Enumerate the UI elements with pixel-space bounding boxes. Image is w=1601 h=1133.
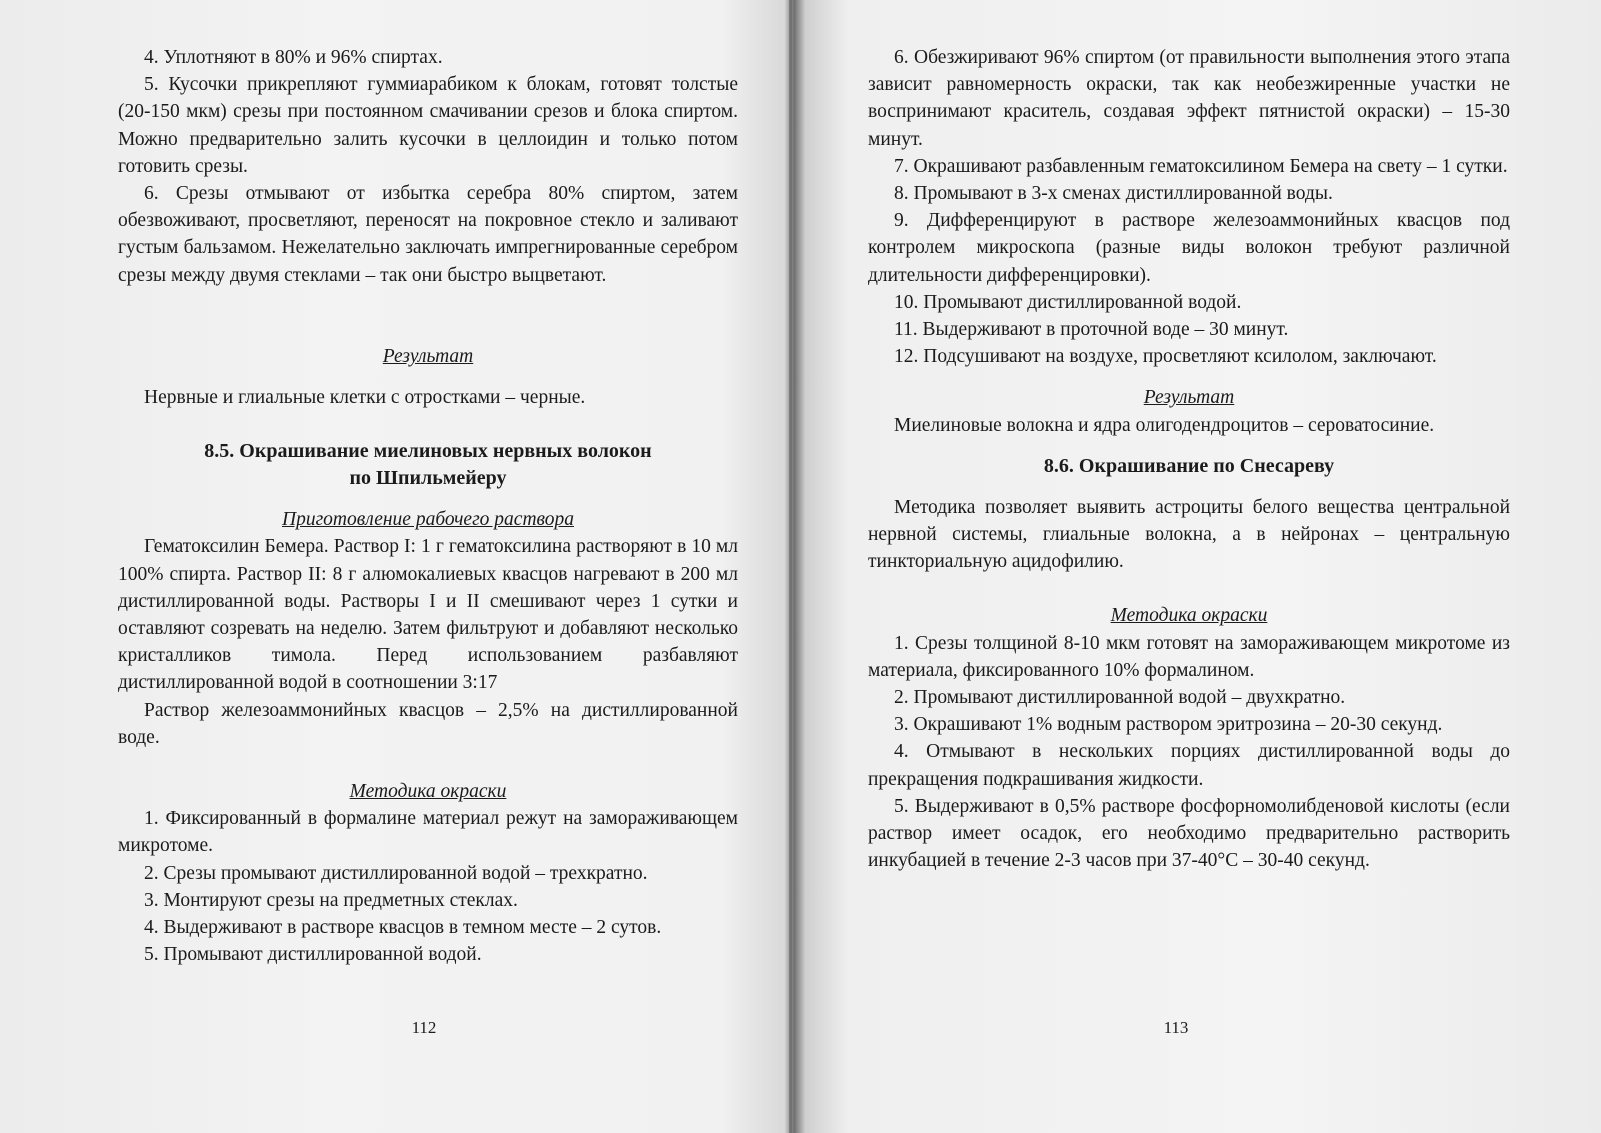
list-item: 9. Дифференцируют в растворе железоаммонийных квасцов под контролем микроскопа (разные виды волокон требуют различной длительности дифференцировки).: [868, 210, 1510, 286]
list-item: 4. Выдерживают в растворе квасцов в темном месте – 2 сутов.: [144, 917, 662, 939]
prep-heading: Приготовление рабочего раствора: [281, 509, 574, 531]
paragraph: 4. Уплотняют в 80% и 96% спиртах.: [144, 47, 443, 68]
paragraph: 6. Срезы отмывают от избытка серебра 80% спиртом, затем обезвоживают, просветляют, переносят на покровное стекло и заливают густым бальзамом. Нежелательно заключать импрегнированные серебром срезы между двумя стеклами – так они быстро выцветают.: [118, 183, 738, 286]
list-item: 5. Выдерживают в 0,5% растворе фосфорномолибденовой кислоты (если раствор имеет осадок, его необходимо предварительно растворить инкубацией в течение 2-3 часов при 37-40°С – 30-40 секунд.: [868, 795, 1510, 872]
section-heading: по Шпильмейеру: [349, 467, 507, 490]
section-heading: 8.5. Окрашивание миелиновых нервных волокон: [204, 440, 652, 463]
section-heading: 8.6. Окрашивание по Снесареву: [1043, 454, 1335, 477]
page-number: 113: [1163, 1018, 1189, 1037]
list-item: 12. Подсушивают на воздухе, просветляют ксилолом, заключают.: [894, 346, 1437, 368]
list-item: 5. Промывают дистиллированной водой.: [144, 944, 482, 966]
list-item: 2. Промывают дистиллированной водой – двухкратно.: [894, 687, 1346, 709]
result-text: Миелиновые волокна и ядра олигодендроцитов – сероватосиние.: [894, 414, 1435, 436]
list-item: 8. Промывают в 3-х сменах дистиллированной воды.: [894, 183, 1333, 205]
result-heading: Результат: [382, 345, 474, 367]
list-item: 4. Отмывают в нескольких порциях дистиллированной воды до прекращения подкрашивания жидкости.: [868, 741, 1510, 790]
list-item: 3. Окрашивают 1% водным раствором эритрозина – 20-30 секунд.: [894, 714, 1443, 736]
method-heading: Методика окраски: [1110, 605, 1268, 627]
method-heading: Методика окраски: [349, 781, 507, 803]
list-item: 6. Обезжиривают 96% спиртом (от правильности выполнения этого этапа зависит равномерность окраски, так как необезжиренные участки не воспринимают краситель, создавая эффект пятнистой окраски) – 15-30 минут.: [868, 47, 1510, 150]
paragraph: Гематоксилин Бемера. Раствор I: 1 г гематоксилина растворяют в 10 мл 100% спирта. Раствор II: 8 г алюмокалиевых квасцов нагревают в 200 мл дистиллированной воды. Растворы I и II смешивают через 1 сутки и оставляют созревать на неделю. Затем фильтруют и добавляют несколько кристалликов тимола. Перед использованием разбавляют дистиллированной водой в соотношении 3:17: [118, 536, 738, 694]
result-text: Нервные и глиальные клетки с отростками – черные.: [144, 387, 586, 409]
list-item: 1. Фиксированный в формалине материал режут на замораживающем микротоме.: [118, 808, 738, 857]
paragraph: 5. Кусочки прикрепляют гуммиарабиком к блокам, готовят толстые (20-150 мкм) срезы при постоянном смачивании срезов и блока спиртом. Можно предварительно залить кусочки в целлоидин и только потом готовить срезы.: [118, 74, 738, 177]
list-item: 7. Окрашивают разбавленным гематоксилином Бемера на свету – 1 сутки.: [894, 155, 1508, 177]
list-item: 2. Срезы промывают дистиллированной водой – трехкратно.: [144, 862, 648, 884]
list-item: 11. Выдерживают в проточной воде – 30 минут.: [894, 319, 1289, 341]
page-number: 112: [411, 1018, 437, 1037]
list-item: 10. Промывают дистиллированной водой.: [894, 291, 1242, 313]
paragraph: Методика позволяет выявить астроциты белого вещества центральной нервной системы, глиальные волокна, а в нейронах – центральную тинкториальную ацидофилию.: [868, 496, 1510, 573]
left-page: [118, 44, 738, 968]
paragraph: Раствор железоаммонийных квасцов – 2,5% на дистиллированной воде.: [118, 699, 738, 748]
book-spine: [789, 0, 792, 1133]
list-item: 1. Срезы толщиной 8-10 мкм готовят на замораживающем микротоме из материала, фиксированного 10% формалином.: [868, 632, 1510, 681]
list-item: 3. Монтируют срезы на предметных стеклах.: [144, 889, 518, 911]
result-heading: Результат: [1143, 387, 1235, 409]
right-page: [868, 44, 1510, 874]
